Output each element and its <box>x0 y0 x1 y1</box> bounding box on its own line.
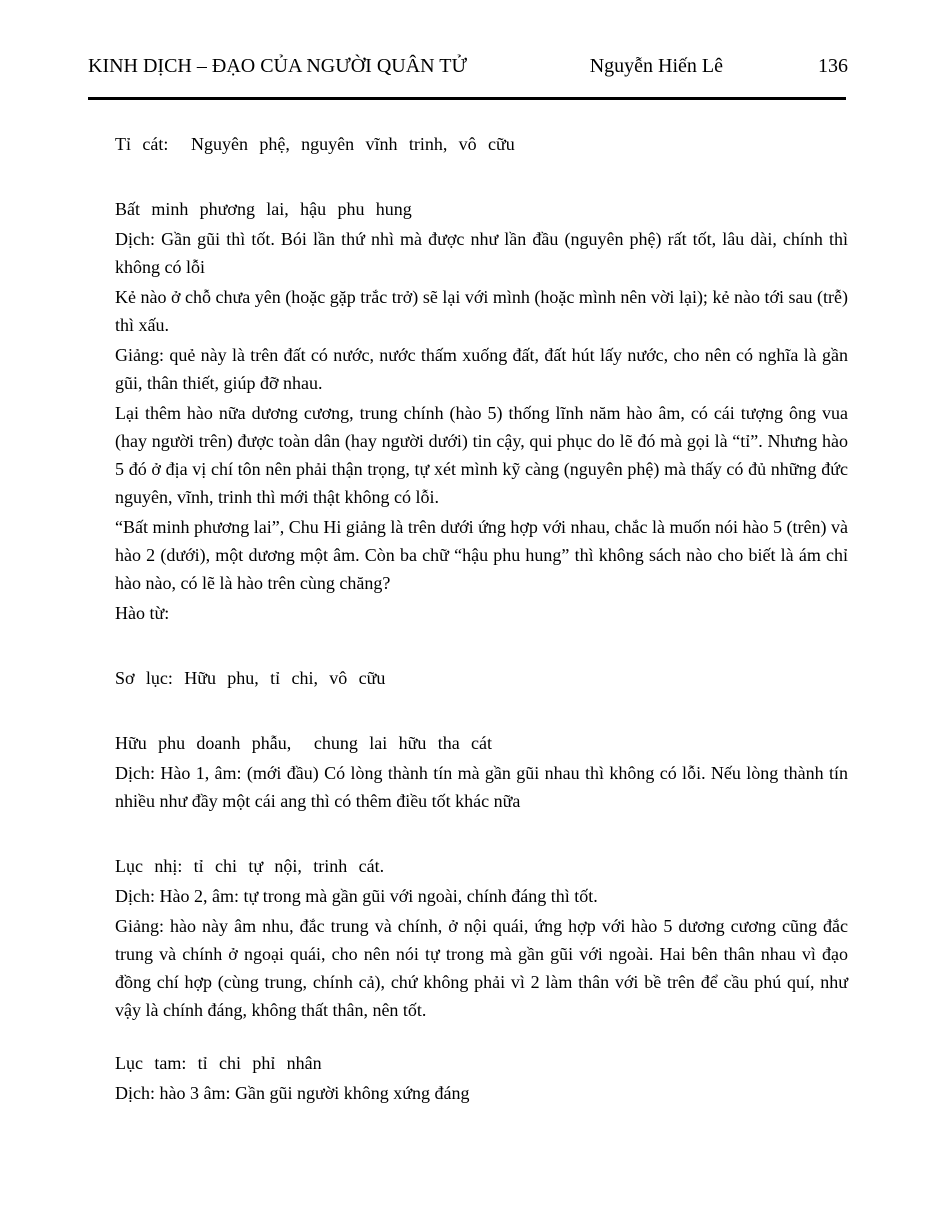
paragraph: Dịch: Hào 1, âm: (mới đầu) Có lòng thành tín mà gần gũi nhau thì không có lỗi. Nếu lòng thành tín nhiều như đầy một cái ang thì có thêm điều tốt khác nữa <box>115 763 848 811</box>
book-title: KINH DỊCH – ĐẠO CỦA NGƯỜI QUÂN TỬ <box>88 55 467 77</box>
paragraph: Giảng: quẻ này là trên đất có nước, nước thấm xuống đất, đất hút lấy nước, cho nên có nghĩa là gần gũi, thân thiết, giúp đỡ nhau. <box>115 345 848 393</box>
document-body <box>115 130 848 1107</box>
page-header <box>88 0 848 79</box>
paragraph: Hào từ: <box>115 603 170 623</box>
paragraph: Lại thêm hào nữa dương cương, trung chính (hào 5) thống lĩnh năm hào âm, có cái tượng ông vua (hay người trên) được toàn dân (hay người dưới) tin cậy, qui phục do lẽ đó mà gọi là “tỉ”. Nhưng hào 5 đó ở địa vị chí tôn nên phải thận trọng, tự xét mình kỹ càng (nguyên phệ) mà thấy có đủ những đức nguyên, vĩnh, trinh thì mới thật không có lỗi. <box>115 403 848 507</box>
paragraph: Dịch: Gần gũi thì tốt. Bói lần thứ nhì mà được như lần đầu (nguyên phệ) rất tốt, lâu dài, chính thì không có lỗi <box>115 229 848 277</box>
paragraph: Giảng: hào này âm nhu, đắc trung và chính, ở nội quái, ứng hợp với hào 5 dương cương cũng đắc trung và chính ở ngoại quái, cho nên nói tự trong mà gần gũi với ngoài. Hai bên thân nhau vì đạo đồng chí hợp (cùng trung, chính cả), chứ không phải vì 2 làm thân với bề trên để cầu phú quí, như vậy là chính đáng, không thất thân, nên tốt. <box>115 916 848 1020</box>
verse-line: Lục nhị: tỉ chi tự nội, trinh cát. <box>115 856 385 876</box>
verse-line: Sơ lục: Hữu phu, tỉ chi, vô cữu <box>115 668 386 688</box>
paragraph: Dịch: hào 3 âm: Gần gũi người không xứng đáng <box>115 1083 470 1103</box>
verse-line: Bất minh phương lai, hậu phu hung <box>115 199 412 219</box>
verse-line: Tỉ cát: Nguyên phệ, nguyên vĩnh trinh, vô cữu <box>115 134 515 154</box>
verse-line: Lục tam: tỉ chi phỉ nhân <box>115 1053 322 1073</box>
paragraph: Kẻ nào ở chỗ chưa yên (hoặc gặp trắc trở) sẽ lại với mình (hoặc mình nên vời lại); kẻ nào tới sau (trễ) thì xấu. <box>115 287 848 335</box>
paragraph: Dịch: Hào 2, âm: tự trong mà gần gũi với ngoài, chính đáng thì tốt. <box>115 886 598 906</box>
page-number: 136 <box>818 55 848 77</box>
author-name: Nguyễn Hiến Lê <box>589 55 723 77</box>
paragraph: “Bất minh phương lai”, Chu Hi giảng là trên dưới ứng hợp với nhau, chắc là muốn nói hào 5 (trên) và hào 2 (dưới), một dương một âm. Còn ba chữ “hậu phu hung” thì không sách nào cho biết là ám chỉ hào nào, có lẽ là hào trên cùng chăng? <box>115 517 848 593</box>
verse-line: Hữu phu doanh phẫu, chung lai hữu tha cát <box>115 733 492 753</box>
header-rule <box>88 97 846 100</box>
